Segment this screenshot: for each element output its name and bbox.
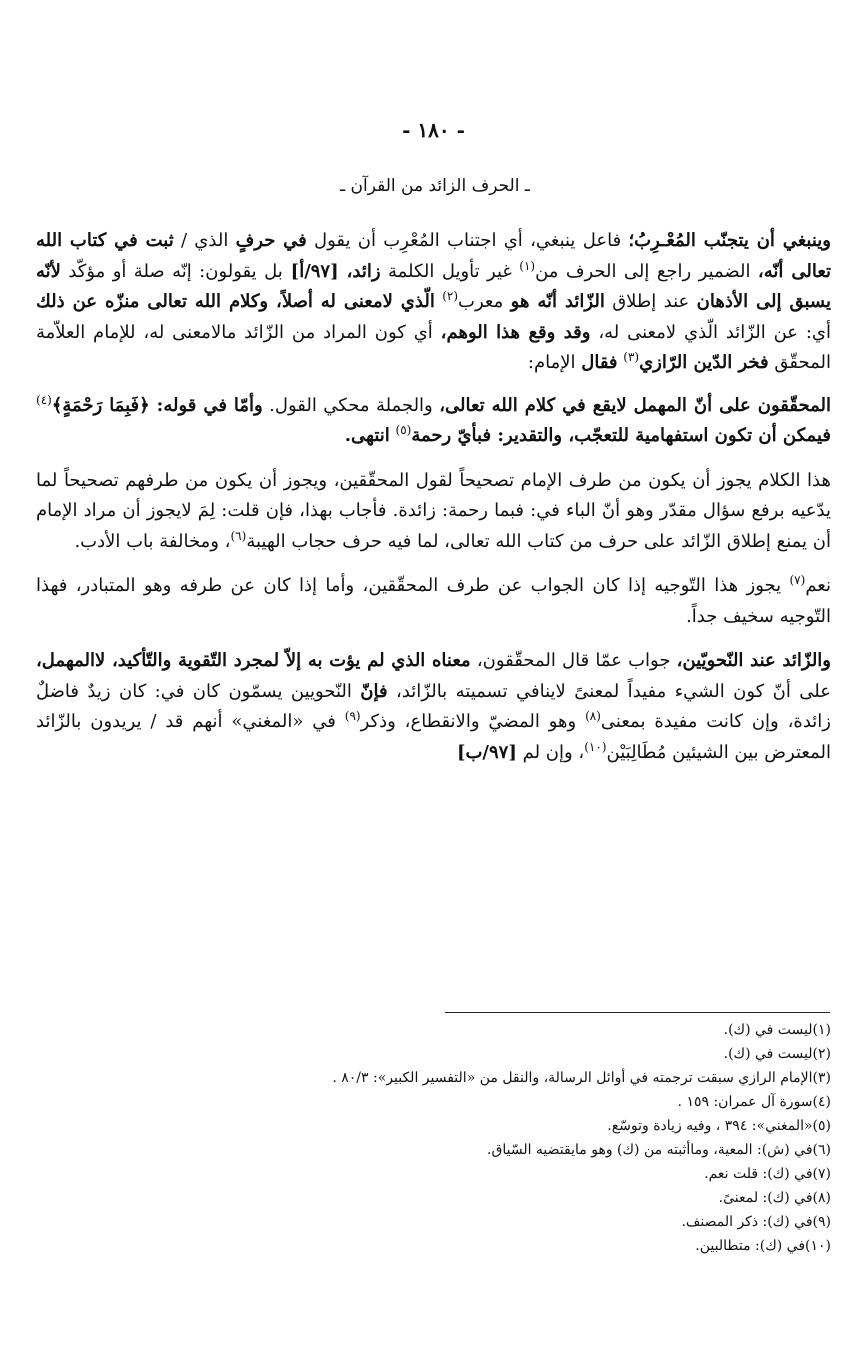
footnote: (٩)في (ك): ذكر المصنف. xyxy=(681,1214,831,1230)
footnote-marker: (١) xyxy=(519,258,536,273)
text-segment: نعم xyxy=(805,575,831,596)
running-head: ـ الحرف الزائد من القرآن ـ xyxy=(340,176,530,196)
text-segment: زائد، xyxy=(346,260,381,282)
text-segment: الإمام: xyxy=(527,352,582,373)
footnote: (٤)سورة آل عمران: ١٥٩ . xyxy=(677,1094,831,1110)
text-segment: فيمكن أن تكون استفهامية للتعجّب، والتقدير: فبأيّ رحمة xyxy=(411,425,831,446)
footnote-marker: (٨) xyxy=(585,709,601,723)
text-segment: [٩٧/ب] xyxy=(456,741,517,763)
text-segment: هذا الكلام يجوز أن يكون من طرف الإمام تصحيحاً لقول المحقّقين، ويجوز أن يكون من طرفهم تصحيحاً لما يدّعيه برفع سؤال مقدّر وهو أنّ الباء في: فبما رحمة: زائدة. فأجاب بهذا، فإن قلت: لِمَ لايجوز أن مراد الإمام أن يمنع إطلاق الزّائد على حرف من كتاب الله تعالى، لما فيه حرف حجاب الهيبة xyxy=(36,469,831,552)
text-segment: الّذي لامعنى له أصلاً، وكلام الله تعالى منزّه عن ذلك xyxy=(36,291,435,312)
text-segment: معرب xyxy=(458,291,511,312)
text-segment: في «المغني» أنهم قد / يريدون بالزّائد المعترض بين الشيئين مُطَالِبَيْن xyxy=(36,711,831,763)
text-segment: وقد وقع هذا الوهم، xyxy=(440,321,591,343)
footnote: (١)ليست في (ك). xyxy=(723,1022,831,1038)
text-segment: فقال xyxy=(581,352,618,373)
page-number: - ١٨٠ - xyxy=(402,118,465,142)
paragraph xyxy=(36,571,831,632)
footnotes xyxy=(60,1018,831,1258)
footnote-marker: (٤) xyxy=(36,392,52,407)
footnote: (٧)في (ك): قلت نعم. xyxy=(704,1166,831,1182)
text-segment: النّحويين يسمّون كان في: كان زيدٌ فاضلٌ زائدة، وإن كانت مفيدة بمعنى xyxy=(36,680,831,732)
footnote: (٢)ليست في (ك). xyxy=(723,1046,831,1062)
footnote: (١٠)في (ك): متطالبين. xyxy=(695,1238,831,1254)
footnote: (٥)«المغني»: ٣٩٤ ، وفيه زيادة وتوسّع. xyxy=(607,1118,831,1134)
footnote-marker: (٥) xyxy=(395,423,412,437)
text-segment: غير تأويل الكلمة xyxy=(380,260,520,282)
text-segment: أي: عن الزّائد الّذي لامعنى له، xyxy=(590,321,832,343)
footnote-marker: (٩) xyxy=(344,709,361,723)
footnote-marker: (٦) xyxy=(230,528,247,543)
footnote: (٦)في (ش): المعية، وماأثبته من (ك) وهو مايقتضيه السّياق. xyxy=(487,1142,831,1158)
main-text xyxy=(36,226,831,782)
text-segment: عند إطلاق xyxy=(604,291,697,312)
footnote-marker: (٣) xyxy=(623,350,640,364)
text-segment: لأنّه يسبق إلى الأذهان xyxy=(36,260,831,312)
text-segment: الذي / xyxy=(173,230,236,251)
text-segment: جواب عمّا قال المحقّقون، xyxy=(470,650,677,671)
text-segment: الزّائد أنّه هو xyxy=(510,291,605,312)
footnote-separator xyxy=(445,1012,830,1013)
text-segment: فخر الدّين الرّازي xyxy=(639,352,769,373)
text-segment: أي كون المراد من الزّائد مالامعنى له، للإمام العلاّمة المحقّق xyxy=(36,321,831,373)
paragraph xyxy=(36,466,831,558)
text-segment: المحقّقون على أنّ المهمل لايقع في كلام الله تعالى، xyxy=(439,394,831,416)
footnote-marker: (٢) xyxy=(442,289,459,303)
footnote-marker: (١٠) xyxy=(584,739,607,754)
text-segment: بل يقولون: إنّه صلة أو مؤكّد xyxy=(60,260,283,282)
text-segment: في حرفٍ xyxy=(235,230,307,251)
text-segment: ، وإن لم xyxy=(516,741,585,763)
footnote: (٨)في (ك): لمعنىً. xyxy=(718,1190,831,1206)
paragraph xyxy=(36,391,831,452)
footnote-marker: (٧) xyxy=(789,573,806,587)
text-segment: يجوز هذا التّوجيه إذا كان الجواب عن طرف المحقّقين، وأما إذا كان عن طرفه وهو المتبادر، فهذا التّوجيه سخيف جداً. xyxy=(36,575,831,627)
text-segment: فإنّ xyxy=(360,680,388,702)
text-segment: والزّائد عند النّحويّين، xyxy=(676,650,832,671)
paragraph xyxy=(36,646,831,768)
text-segment: والجملة محكي القول. xyxy=(262,394,440,416)
paragraph xyxy=(36,226,831,379)
text-segment: وينبغي أن يتجنّب المُعْـرِبُ؛ xyxy=(628,230,831,251)
text-segment: على أنّ كون الشيء مفيداً لمعنىً لاينافي تسميته بالزّائد، xyxy=(387,680,831,702)
text-segment: وأمّا في قوله: ﴿فَبِمَا رَحْمَةٍ﴾ xyxy=(51,394,263,416)
text-segment: وهو المضيّ والانقطاع، وذكر xyxy=(360,711,586,732)
footnote: (٣)الإمام الرازي سبقت ترجمته في أوائل الرسالة، والنقل من «التفسير الكبير»: ٨٠/٣ . xyxy=(332,1070,831,1086)
text-segment: ، ومخالفة باب الأدب. xyxy=(74,530,231,552)
text-segment: انتهى. xyxy=(344,425,390,446)
text-segment: فاعل ينبغي، أي اجتناب المُعْرِب أن يقول xyxy=(306,230,629,251)
text-segment: [٩٧/أ] xyxy=(282,260,347,282)
text-segment: معناه الذي لم يؤت به إلاّ لمجرد التّقوية والتّأكيد، لاالمهمل، xyxy=(36,650,471,671)
text-segment: الضمير راجع إلى الحرف من xyxy=(535,260,758,282)
text-segment: ثبت في كتاب الله تعالى أنّه، xyxy=(36,230,832,282)
